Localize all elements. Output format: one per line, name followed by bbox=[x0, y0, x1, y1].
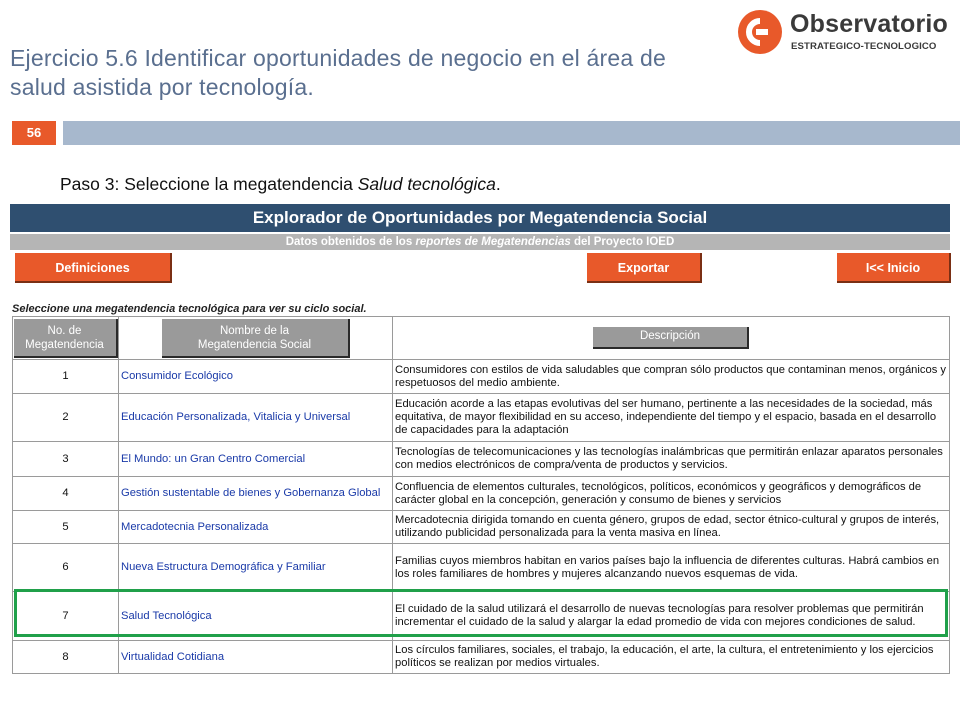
observatorio-logo bbox=[738, 10, 953, 56]
table-row[interactable] bbox=[13, 360, 950, 394]
row-description: El cuidado de la salud utilizará el desarrollo de nuevas tecnologías para resolver problemas que permitirán incrementar el cuidado de la salud y alargar la edad promedio de vida con mejores condiciones de salud. bbox=[393, 592, 950, 641]
logo-mark-icon bbox=[738, 10, 782, 54]
row-num: 3 bbox=[13, 442, 119, 477]
app-subtitle-bar bbox=[10, 234, 950, 250]
app-subtitle-emphasis: reportes de Megatendencias bbox=[415, 236, 571, 248]
selection-instruction: Seleccione una megatendencia tecnológica para ver su ciclo social. bbox=[12, 303, 367, 315]
app-subtitle-prefix: Datos obtenidos de los bbox=[285, 236, 416, 248]
sort-num-button[interactable]: No. de Megatendencia bbox=[14, 319, 118, 358]
row-name-link[interactable]: Virtualidad Cotidiana bbox=[119, 641, 393, 674]
row-num: 6 bbox=[13, 544, 119, 592]
row-name-link[interactable]: Mercadotecnia Personalizada bbox=[119, 511, 393, 544]
row-description: Mercadotecnia dirigida tomando en cuenta género, grupos de edad, sector étnico-cultural y grupos de interés, utilizando publicidad personalizada para la venta masiva en línea. bbox=[393, 511, 950, 544]
row-description: Los círculos familiares, sociales, el trabajo, la educación, el arte, la cultura, el entretenimiento y los ejercicios políticos se realizan por medios virtuales. bbox=[393, 641, 950, 674]
row-description: Familias cuyos miembros habitan en varios países bajo la influencia de diferentes culturas. Habrá cambios en los roles familiares de hombres y mujeres alcanzando nuevos esquemas de vida. bbox=[393, 544, 950, 592]
page-number: 56 bbox=[12, 121, 56, 145]
step-suffix: . bbox=[495, 174, 501, 194]
app-subtitle-suffix: del Proyecto IOED bbox=[570, 236, 675, 248]
row-num: 2 bbox=[13, 394, 119, 442]
row-name-link[interactable]: Educación Personalizada, Vitalicia y Universal bbox=[119, 394, 393, 442]
row-name-link[interactable]: Salud Tecnológica bbox=[119, 592, 393, 641]
table-row[interactable] bbox=[13, 641, 950, 674]
table-row[interactable] bbox=[13, 394, 950, 442]
table-row[interactable] bbox=[13, 477, 950, 511]
app-title-bar: Explorador de Oportunidades por Megatendencia Social bbox=[10, 204, 950, 232]
step-prefix: Paso 3: Seleccione la megatendencia bbox=[60, 174, 358, 194]
row-description: Educación acorde a las etapas evolutivas del ser humano, pertinente a las necesidades de la sociedad, más equitativa, de mayor flexibilidad en su acceso, independiente del tiempo y el espacio, basada en el desarrollo de capacidades para la adaptación bbox=[393, 394, 950, 442]
row-name-link[interactable]: Gestión sustentable de bienes y Gobernanza Global bbox=[119, 477, 393, 511]
sort-desc-button[interactable]: Descripción bbox=[593, 327, 749, 349]
logo-subtitle: ESTRATEGICO-TECNOLOGICO bbox=[791, 41, 937, 52]
step-emphasis: Salud tecnológica bbox=[357, 174, 496, 194]
header-cell-name bbox=[119, 317, 393, 360]
table-row[interactable] bbox=[13, 511, 950, 544]
row-num: 5 bbox=[13, 511, 119, 544]
table-row-selected[interactable] bbox=[13, 592, 950, 641]
header-band bbox=[63, 121, 960, 145]
logo-name: Observatorio bbox=[790, 10, 949, 38]
row-num: 7 bbox=[13, 592, 119, 641]
row-description: Confluencia de elementos culturales, tecnológicos, políticos, económicos y geográficos y demográficos de carácter global en la concepción, generación y consumo de bienes y servicios bbox=[393, 477, 950, 511]
header-cell-desc bbox=[393, 317, 950, 360]
row-num: 1 bbox=[13, 360, 119, 394]
table-row[interactable] bbox=[13, 544, 950, 592]
sort-name-button[interactable]: Nombre de la Megatendencia Social bbox=[162, 319, 350, 358]
row-name-link[interactable]: Consumidor Ecológico bbox=[119, 360, 393, 394]
table-row[interactable] bbox=[13, 442, 950, 477]
row-description: Tecnologías de telecomunicaciones y las tecnologías inalámbricas que permitirán enlazar aparatos personales con medios electrónicos de compra/venta de productos y servicios. bbox=[393, 442, 950, 477]
row-num: 4 bbox=[13, 477, 119, 511]
step-instruction bbox=[60, 174, 501, 195]
exportar-button[interactable]: Exportar bbox=[587, 253, 702, 283]
slide-title: Ejercicio 5.6 Identificar oportunidades de negocio en el área de salud asistida por tecnología. bbox=[10, 45, 666, 100]
table-header-row bbox=[13, 317, 950, 360]
row-num: 8 bbox=[13, 641, 119, 674]
inicio-button[interactable]: I<< Inicio bbox=[837, 253, 951, 283]
row-name-link[interactable]: El Mundo: un Gran Centro Comercial bbox=[119, 442, 393, 477]
definiciones-button[interactable]: Definiciones bbox=[15, 253, 172, 283]
header-cell-num bbox=[13, 317, 119, 360]
row-name-link[interactable]: Nueva Estructura Demográfica y Familiar bbox=[119, 544, 393, 592]
row-description: Consumidores con estilos de vida saludables que compran sólo productos que contaminan menos, orgánicos y respetuosos del medio ambiente. bbox=[393, 360, 950, 394]
megatendencias-table bbox=[12, 316, 950, 674]
